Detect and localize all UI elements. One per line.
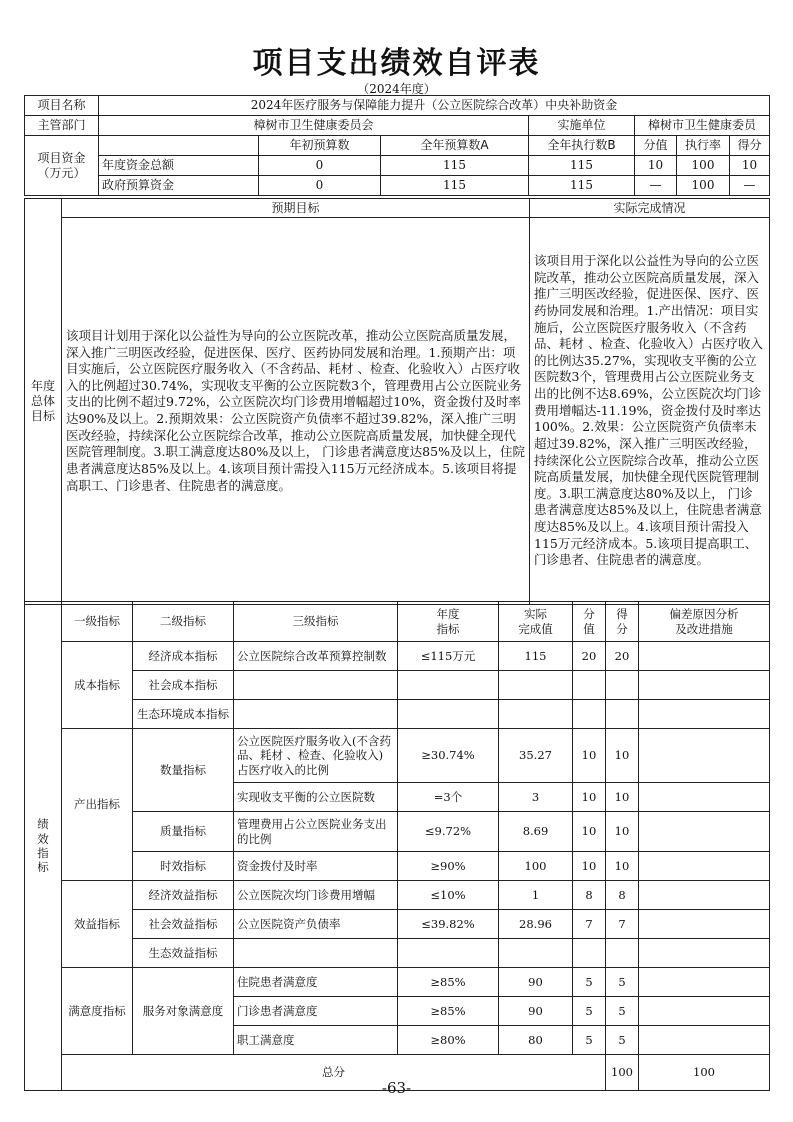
- page-number: -63-: [381, 1079, 412, 1097]
- indicator-side-label: 绩 效 指 标: [25, 602, 62, 1091]
- dept-value: 樟树市卫生健康委员会: [99, 116, 529, 136]
- col-deviation: 偏差原因分析 及改进措施: [639, 602, 770, 642]
- subgroup-eco-benefit: 生态效益指标: [133, 939, 234, 968]
- indicator-weight: 8: [573, 881, 606, 910]
- score: 10: [730, 156, 770, 176]
- funds-row-total: [25, 156, 770, 176]
- table-row: [25, 642, 770, 671]
- subgroup-social-benefit: 社会效益指标: [133, 910, 234, 939]
- indicator-target: ≤115万元: [398, 642, 499, 671]
- indicator-deviation: [639, 642, 770, 671]
- indicator-actual: 35.27: [499, 729, 573, 783]
- indicator-weight: 5: [573, 968, 606, 997]
- indicator-deviation: [639, 881, 770, 910]
- col-level2: 二级指标: [133, 602, 234, 642]
- indicator-deviation: [639, 783, 770, 812]
- indicator-name: 职工满意度: [234, 1026, 398, 1055]
- actual-result-text: 该项目用于深化以公益性为导向的公立医院改革，推动公立医院高质量发展，深入推广三明医改经验，促进医保、医疗、医药协同发展和治理。1.产出情况：项目实施后，公立医院医疗服务收入（不含药品、耗材 、检查、化验收入）占医疗收入的比例达35.27%，实现收支平衡的公立医院数3个，管理费用占公立医院业务支出的比例不达8.69%，公立医院次均门诊费用增幅达-11.19%，资金拨付及时率达100%。2.效果：公立医院资产负债率未超过39.82%，深入推广三明医改经验，持续深化公立医院综合改革，推动公立医院高质量发展，加快健全现代医院管理制度。3.职工满意度达80%及以上， 门诊患者满意度达85%及以上，住院患者满意度达85%及以上。4.该项目预计需投入115万元经济成本。5.该项目提高职工、门诊患者、住院患者的满意度。: [530, 218, 770, 605]
- table-row: [25, 700, 770, 729]
- document-subtitle: （2024年度）: [357, 82, 436, 96]
- indicator-actual: 28.96: [499, 910, 573, 939]
- indicator-actual: 3: [499, 783, 573, 812]
- table-row: [25, 968, 770, 997]
- indicator-target: ≤10%: [398, 881, 499, 910]
- indicator-name: 资金拨付及时率: [234, 852, 398, 881]
- indicator-name: 住院患者满意度: [234, 968, 398, 997]
- funds-row-gov: [25, 176, 770, 196]
- impl-value: 樟树市卫生健康委员: [635, 116, 770, 136]
- indicator-actual: 80: [499, 1026, 573, 1055]
- full-exec-value: 115: [529, 156, 635, 176]
- total-label: 总分: [62, 1055, 606, 1091]
- document-title: 项目支出绩效自评表: [252, 46, 541, 81]
- project-name: 2024年医疗服务与保障能力提升（公立医院综合改革）中央补助资金: [99, 96, 770, 116]
- indicator-score: 8: [606, 881, 639, 910]
- indicator-actual: 1: [499, 881, 573, 910]
- score-value: 10: [635, 156, 677, 176]
- indicator-target: ≥30.74%: [398, 729, 499, 783]
- subgroup-econ-cost: 经济成本指标: [133, 642, 234, 671]
- indicator-score: 10: [606, 852, 639, 881]
- indicator-name: 公立医院资产负债率: [234, 910, 398, 939]
- indicator-deviation: [639, 729, 770, 783]
- indicator-weight: 10: [573, 852, 606, 881]
- table-row: [25, 910, 770, 939]
- indicator-score: 5: [606, 968, 639, 997]
- group-output: 产出指标: [62, 729, 133, 881]
- annual-goal-label: 年度 总体 目标: [25, 199, 62, 605]
- indicator-deviation: [639, 997, 770, 1026]
- expected-goal-text: 该项目计划用于深化以公益性为导向的公立医院改革，推动公立医院高质量发展，深入推广三明医改经验，促进医保、医疗、医药协同发展和治理。1.预期产出：项目实施后，公立医院医疗服务收入（不含药品、耗材 、检查、化验收入）占医疗收入的比例超过30.74%，实现收支平衡的公立医院数3个，管理费用占公立医院业务支出的比例不超过9.72%，公立医院次均门诊费用增幅超过10%，资金拨付及时率达90%及以上。2.预期效果：公立医院资产负债率不超过39.82%，深入推广三明医改经验，持续深化公立医院综合改革，推动公立医院高质量发展，加快健全现代医院管理制度。3.职工满意度达80%及以上， 门诊患者满意度达85%及以上，住院患者满意度达85%及以上。4.该项目预计需投入115万元经济成本。5.该项目将提高职工、门诊患者、住院患者的满意度。: [62, 218, 530, 605]
- exec-rate-value: 100: [677, 156, 730, 176]
- group-benefit: 效益指标: [62, 881, 133, 968]
- indicator-score: 5: [606, 997, 639, 1026]
- indicator-score: 5: [606, 1026, 639, 1055]
- initial-value: 0: [259, 156, 381, 176]
- project-name-label: 项目名称: [25, 96, 99, 116]
- indicator-weight: 10: [573, 783, 606, 812]
- indicator-name: 管理费用占公立医院业务支出的比例: [234, 812, 398, 852]
- row-label: 年度资金总额: [99, 156, 259, 176]
- indicator-weight: 10: [573, 729, 606, 783]
- annual-goals-table: [24, 198, 770, 605]
- indicator-score: 10: [606, 729, 639, 783]
- group-cost: 成本指标: [62, 642, 133, 729]
- indicator-actual: 8.69: [499, 812, 573, 852]
- col-level1: 一级指标: [62, 602, 133, 642]
- table-row: [25, 671, 770, 700]
- indicator-deviation: [639, 1026, 770, 1055]
- indicator-weight: 20: [573, 642, 606, 671]
- indicator-actual: 90: [499, 968, 573, 997]
- subgroup-timeliness: 时效指标: [133, 852, 234, 881]
- indicator-target: ≥85%: [398, 968, 499, 997]
- performance-indicators-table: [24, 601, 770, 1091]
- indicator-weight: 10: [573, 812, 606, 852]
- funds-label: 项目资金 （万元）: [25, 136, 99, 196]
- indicator-name: 实现收支平衡的公立医院数: [234, 783, 398, 812]
- indicator-deviation: [639, 812, 770, 852]
- indicator-deviation: [639, 852, 770, 881]
- blank-cell: [99, 136, 259, 156]
- indicator-target: ≥80%: [398, 1026, 499, 1055]
- col-score: 得 分: [606, 602, 639, 642]
- subgroup-eco-cost: 生态环境成本指标: [133, 700, 234, 729]
- impl-label: 实施单位: [529, 116, 635, 136]
- exec-rate-value: 100: [677, 176, 730, 196]
- full-budget-value: 115: [381, 156, 529, 176]
- col-exec-rate: 执行率: [677, 136, 730, 156]
- group-satisfaction: 满意度指标: [62, 968, 133, 1055]
- indicator-target: ≤39.82%: [398, 910, 499, 939]
- indicator-name: 公立医院医疗服务收入(不含药品、耗材 、检查、化验收入)占医疗收入的比例: [234, 729, 398, 783]
- full-budget-value: 115: [381, 176, 529, 196]
- subgroup-service-satisfaction: 服务对象满意度: [133, 968, 234, 1055]
- indicator-score: 7: [606, 910, 639, 939]
- col-full-exec: 全年执行数B: [529, 136, 635, 156]
- expected-goal-header: 预期目标: [62, 199, 530, 218]
- indicator-score: 20: [606, 642, 639, 671]
- col-weight: 分 值: [573, 602, 606, 642]
- indicator-name: 门诊患者满意度: [234, 997, 398, 1026]
- indicator-target: ≥90%: [398, 852, 499, 881]
- indicator-actual: 115: [499, 642, 573, 671]
- row-label: 政府预算资金: [99, 176, 259, 196]
- indicator-deviation: [639, 910, 770, 939]
- col-level3: 三级指标: [234, 602, 398, 642]
- table-row: [25, 939, 770, 968]
- indicator-target: ≥85%: [398, 997, 499, 1026]
- full-exec-value: 115: [529, 176, 635, 196]
- indicator-weight: 5: [573, 997, 606, 1026]
- total-score: 100: [639, 1055, 770, 1091]
- total-weight: 100: [606, 1055, 639, 1091]
- col-score: 得分: [730, 136, 770, 156]
- indicator-name: 公立医院综合改革预算控制数: [234, 642, 398, 671]
- indicator-score: 10: [606, 783, 639, 812]
- table-row: [25, 881, 770, 910]
- score: —: [730, 176, 770, 196]
- col-score-value: 分值: [635, 136, 677, 156]
- table-row: [25, 729, 770, 783]
- indicator-actual: 100: [499, 852, 573, 881]
- subgroup-econ-benefit: 经济效益指标: [133, 881, 234, 910]
- initial-value: 0: [259, 176, 381, 196]
- indicator-weight: 7: [573, 910, 606, 939]
- col-actual: 实际 完成值: [499, 602, 573, 642]
- indicator-target: ≤9.72%: [398, 812, 499, 852]
- subgroup-quantity: 数量指标: [133, 729, 234, 812]
- dept-label: 主管部门: [25, 116, 99, 136]
- indicator-weight: 5: [573, 1026, 606, 1055]
- indicator-deviation: [639, 968, 770, 997]
- actual-result-header: 实际完成情况: [530, 199, 770, 218]
- col-target: 年度 指标: [398, 602, 499, 642]
- project-info-table: [24, 95, 770, 196]
- indicator-actual: 90: [499, 997, 573, 1026]
- score-value: —: [635, 176, 677, 196]
- col-full-budget: 全年预算数A: [381, 136, 529, 156]
- subgroup-quality: 质量指标: [133, 812, 234, 852]
- col-initial-budget: 年初预算数: [259, 136, 381, 156]
- indicator-name: 公立医院次均门诊费用增幅: [234, 881, 398, 910]
- subgroup-social-cost: 社会成本指标: [133, 671, 234, 700]
- table-row: [25, 852, 770, 881]
- indicator-target: =3个: [398, 783, 499, 812]
- table-row: [25, 812, 770, 852]
- indicator-score: 10: [606, 812, 639, 852]
